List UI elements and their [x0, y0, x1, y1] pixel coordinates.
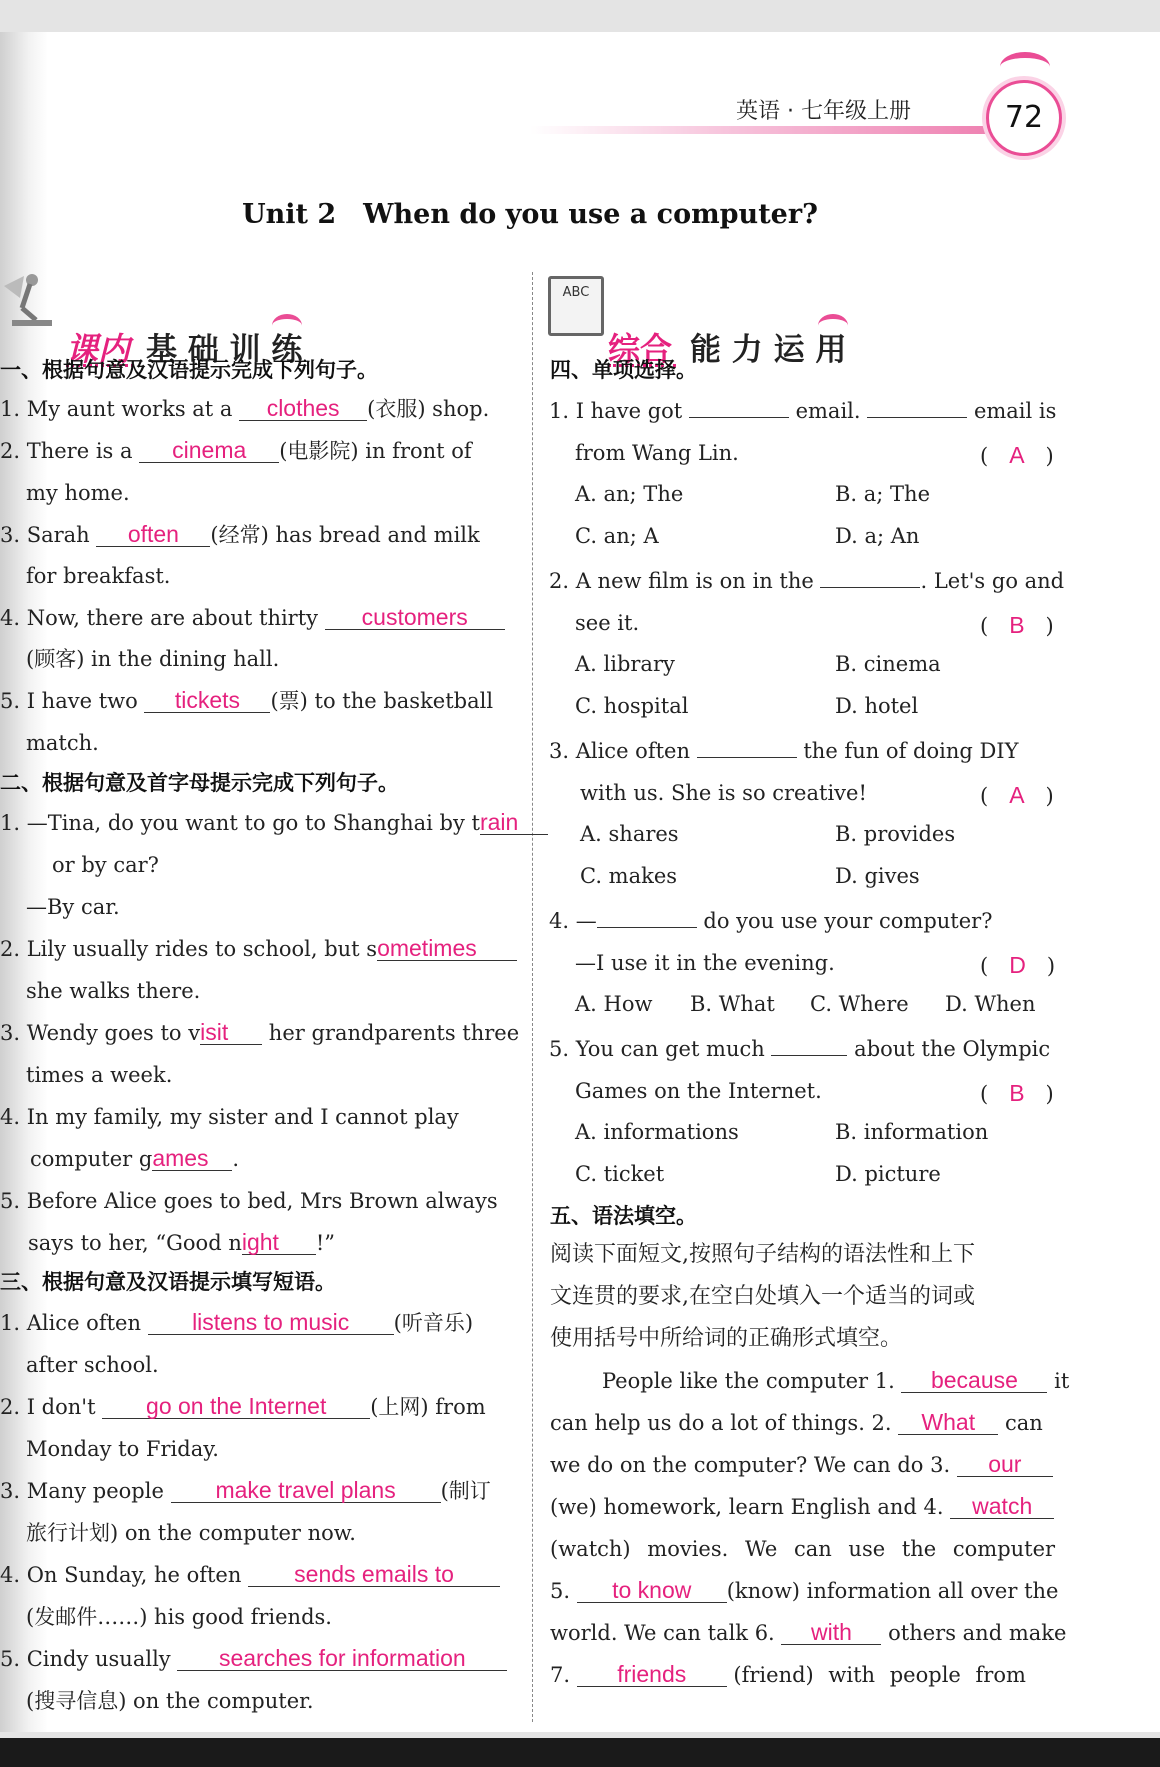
s4-q1-cont: from Wang Lin. — [575, 441, 739, 465]
s4-q2-answer: ( B ) — [980, 612, 1054, 638]
s1-q5: 5. I have two tickets (票) to the basketball — [0, 687, 494, 713]
s3-q3: 3. Many people make travel plans (制订 — [0, 1477, 491, 1503]
s4-q5-optD: D. picture — [835, 1162, 941, 1186]
s4-q1-optB: B. a; The — [835, 482, 931, 506]
s2-q3-answer: isit — [200, 1020, 262, 1045]
s1-q3: 3. Sarah often (经常) has bread and milk — [0, 521, 480, 547]
s1-q1: 1. My aunt works at a clothes (衣服) shop. — [0, 395, 490, 421]
header-rule — [530, 126, 1000, 134]
header-subject: 英语 · 七年级上册 — [736, 99, 911, 124]
s4-q4-cont: —I use it in the evening. — [575, 951, 835, 975]
s1-q5-answer: tickets — [144, 688, 270, 713]
book-icon — [548, 276, 604, 336]
section4-title: 四、单项选择。 — [550, 358, 697, 382]
s4-q5: 5. You can get much about the Olympic — [549, 1037, 1051, 1061]
s2-q1-cont: or by car? — [52, 853, 159, 877]
s3-q3-answer: make travel plans — [171, 1478, 441, 1503]
s4-q5-answer: ( B ) — [980, 1080, 1054, 1106]
s2-q5-cont: says to her, “Good night !” — [28, 1229, 336, 1255]
s1-q2-answer: cinema — [139, 438, 279, 463]
s2-q5: 5. Before Alice goes to bed, Mrs Brown always — [0, 1189, 498, 1213]
s1-q5-cont: match. — [26, 731, 99, 755]
s1-q2-cont: my home. — [26, 481, 130, 505]
s1-q4: 4. Now, there are about thirty customers — [0, 605, 505, 631]
s1-q3-answer: often — [96, 522, 210, 547]
section1-title: 一、根据句意及汉语提示完成下列句子。 — [0, 358, 378, 382]
s2-q4: 4. In my family, my sister and I cannot play — [0, 1105, 459, 1129]
s4-q4-optA: A. How — [575, 992, 653, 1016]
s5-line1: People like the computer 1. because it — [602, 1367, 1070, 1393]
s3-q3-cont: 旅行计划) on the computer now. — [26, 1521, 356, 1545]
s3-q1-answer: listens to music — [148, 1310, 394, 1335]
s5-blank2: What — [898, 1410, 998, 1435]
column-divider — [532, 272, 533, 1722]
s2-q4-cont: computer games . — [30, 1145, 239, 1171]
page-number: 72 — [1004, 100, 1044, 135]
s5-blank5: to know — [577, 1578, 727, 1603]
s2-q1-reply: —By car. — [26, 895, 120, 919]
book-icon-text: ABC — [562, 285, 590, 300]
s5-instructions-3: 使用括号中所给词的正确形式填空。 — [550, 1326, 903, 1351]
s4-q3-cont: with us. She is so creative! — [580, 781, 867, 805]
s4-q1-optA: A. an; The — [575, 482, 684, 506]
s4-q3-optA: A. shares — [580, 822, 679, 846]
badge-swoosh — [1000, 52, 1050, 82]
s4-q5-optA: A. informations — [575, 1120, 739, 1144]
s4-q2-optC: C. hospital — [575, 694, 689, 718]
s5-line5: (watch) movies. We can use the computer — [550, 1537, 1056, 1561]
s4-q2: 2. A new film is on in the . Let's go and — [549, 569, 1065, 593]
s2-q1-answer: rain — [480, 810, 548, 835]
s3-q5-cont: (搜寻信息) on the computer. — [26, 1689, 314, 1713]
s2-q5-answer: ight — [242, 1230, 316, 1255]
s4-q4-optD: D. When — [945, 992, 1036, 1016]
right-banner-swoosh — [818, 314, 848, 337]
s2-q2-answer: ometimes — [377, 936, 517, 961]
right-banner-b: 能 力 运 用 — [690, 332, 847, 368]
s3-q2-answer: go on the Internet — [102, 1394, 370, 1419]
s3-q2: 2. I don't go on the Internet (上网) from — [0, 1393, 486, 1419]
s5-blank1: because — [901, 1368, 1047, 1393]
s4-q3-optC: C. makes — [580, 864, 678, 888]
s4-q3-answer: ( A ) — [980, 782, 1054, 808]
s5-instructions-2: 文连贯的要求,在空白处填入一个适当的词或 — [550, 1284, 975, 1309]
s5-blank4: watch — [950, 1494, 1054, 1519]
s4-q1-optC: C. an; A — [575, 524, 659, 548]
unit-title: Unit 2 When do you use a computer? — [242, 199, 818, 230]
s1-q1-answer: clothes — [239, 396, 367, 421]
worksheet-page — [0, 32, 1160, 1732]
s1-q2: 2. There is a cinema (电影院) in front of — [0, 437, 472, 463]
s4-q5-optC: C. ticket — [575, 1162, 665, 1186]
s5-line8: 7. friends (friend) with people from — [550, 1661, 1026, 1687]
s5-instructions-1: 阅读下面短文,按照句子结构的语法性和上下 — [550, 1242, 975, 1267]
s3-q5-answer: searches for information — [177, 1646, 507, 1671]
s4-q5-cont: Games on the Internet. — [575, 1079, 822, 1103]
s2-q2: 2. Lily usually rides to school, but sometimes — [0, 936, 517, 962]
s2-q3: 3. Wendy goes to visit her grandparents three — [0, 1019, 520, 1045]
page-number-badge — [986, 80, 1062, 156]
s3-q4: 4. On Sunday, he often sends emails to — [0, 1562, 500, 1588]
left-banner-a: 课内 — [66, 330, 131, 368]
s4-q2-optB: B. cinema — [835, 652, 941, 676]
right-banner-a: 综合 — [608, 330, 673, 368]
s4-q2-optD: D. hotel — [835, 694, 919, 718]
s2-q2-cont: she walks there. — [26, 979, 201, 1003]
s5-line3: we do on the computer? We can do 3. our — [550, 1452, 1053, 1478]
s3-q1-cont: after school. — [26, 1353, 159, 1377]
s1-q4-answer: customers — [325, 605, 505, 630]
section5-title: 五、语法填空。 — [550, 1204, 697, 1228]
s2-q1: 1. —Tina, do you want to go to Shanghai by train — [0, 810, 548, 836]
s5-blank7: friends — [577, 1662, 727, 1687]
s4-q1: 1. I have got email. email is — [549, 399, 1057, 423]
s3-q4-answer: sends emails to — [248, 1562, 500, 1587]
s4-q3: 3. Alice often the fun of doing DIY — [549, 739, 1019, 763]
s1-q4-cont: (顾客) in the dining hall. — [26, 647, 280, 671]
s4-q1-answer: ( A ) — [980, 442, 1054, 468]
s5-line7: world. We can talk 6. with others and make — [550, 1619, 1067, 1645]
s4-q3-optB: B. provides — [835, 822, 956, 846]
s3-q2-cont: Monday to Friday. — [26, 1437, 219, 1461]
s4-q2-optA: A. library — [575, 652, 675, 676]
s5-blank3: our — [957, 1452, 1053, 1477]
lamp-icon — [2, 272, 58, 328]
s3-q4-cont: (发邮件……) his good friends. — [26, 1605, 332, 1629]
s4-q4-optB: B. What — [690, 992, 775, 1016]
s3-q5: 5. Cindy usually searches for information — [0, 1646, 507, 1672]
section2-title: 二、根据句意及首字母提示完成下列句子。 — [0, 771, 399, 795]
section3-title: 三、根据句意及汉语提示填写短语。 — [0, 1270, 336, 1294]
s4-q4-optC: C. Where — [810, 992, 909, 1016]
left-banner-swoosh — [272, 314, 302, 337]
s5-line4: (we) homework, learn English and 4. watch — [550, 1494, 1054, 1520]
s2-q3-cont: times a week. — [26, 1063, 173, 1087]
s5-blank6: with — [781, 1620, 881, 1645]
s2-q4-answer: ames — [152, 1146, 232, 1171]
s4-q1-optD: D. a; An — [835, 524, 920, 548]
s5-line2: can help us do a lot of things. 2. What can — [550, 1409, 1043, 1435]
s1-q3-cont: for breakfast. — [26, 564, 171, 588]
s4-q2-cont: see it. — [575, 611, 640, 635]
s4-q4-answer: ( D ) — [980, 952, 1056, 978]
s4-q3-optD: D. gives — [835, 864, 920, 888]
s5-line6: 5. to know (know) information all over the — [550, 1577, 1059, 1603]
left-banner-b: 基 础 训 练 — [146, 332, 303, 368]
s4-q5-optB: B. information — [835, 1120, 989, 1144]
s4-q4: 4. — do you use your computer? — [549, 909, 993, 933]
bottom-bar — [0, 1738, 1160, 1767]
s3-q1: 1. Alice often listens to music (听音乐) — [0, 1309, 474, 1335]
